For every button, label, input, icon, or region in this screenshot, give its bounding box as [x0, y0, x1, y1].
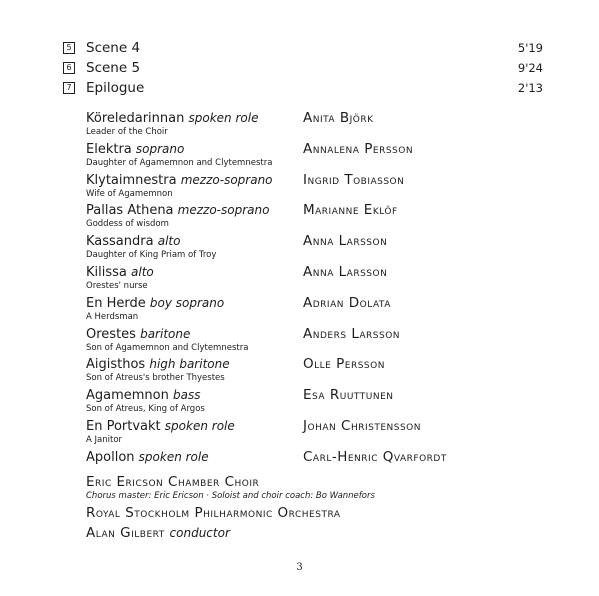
voice-type: spoken role [188, 111, 259, 125]
role-description: A Herdsman [86, 311, 139, 322]
role-description: Son of Atreus's brother Thyestes [86, 373, 225, 384]
role-description: A Janitor [86, 434, 123, 445]
track-item [63, 39, 543, 59]
singer-name: Adrian Dolata [303, 294, 391, 311]
cast-row [86, 387, 506, 418]
orchestra-block [86, 505, 526, 522]
singer-name: Annalena Persson [303, 140, 414, 157]
singer-name: Anita Björk [303, 110, 374, 126]
role-line [86, 264, 154, 281]
conductor-block [86, 525, 526, 542]
track-number: 6 [63, 62, 75, 74]
choir-name: Eric Ericson Chamber Choir [86, 474, 260, 490]
voice-type: spoken role [138, 449, 209, 464]
cast-row [86, 295, 506, 326]
singer-name: Johan Christensson [303, 417, 421, 434]
track-number: 7 [63, 82, 75, 94]
role-line [86, 295, 224, 312]
role-line [86, 418, 235, 435]
role-name: En Portvakt [86, 418, 161, 434]
voice-type: alto [157, 234, 181, 249]
role-name: Pallas Athena [86, 203, 174, 219]
track-duration: 9'24 [517, 61, 543, 75]
role-description: Daughter of King Priam of Troy [86, 250, 217, 261]
choir-credits: Chorus master: Eric Ericson · Soloist and choir coach: Bo Wannefors [86, 491, 375, 501]
track-item [63, 79, 543, 99]
role-line [86, 172, 273, 189]
role-description: Leader of the Choir [86, 127, 168, 137]
conductor-line [86, 525, 526, 542]
singer-name: Esa Ruuttunen [303, 387, 394, 404]
conductor-name: Alan Gilbert [86, 525, 165, 541]
singer-name: Olle Persson [303, 356, 385, 373]
voice-type: mezzo-soprano [177, 203, 270, 218]
role-name: Klytaimnestra [86, 172, 177, 188]
role-name: Kassandra [86, 234, 154, 250]
singer-name: Carl-Henric Qvarfordt [303, 448, 447, 465]
role-description: Goddess of wisdom [86, 219, 169, 230]
voice-type: spoken role [164, 418, 235, 433]
voice-type: bass [173, 388, 201, 403]
conductor-role: conductor [169, 526, 230, 540]
singer-name: Marianne Eklöf [303, 202, 398, 219]
cast-row [86, 141, 506, 172]
orchestra-name: Royal Stockholm Philharmonic Orchestra [86, 505, 341, 521]
singer-name: Anna Larsson [303, 233, 388, 250]
voice-type: mezzo-soprano [180, 172, 273, 187]
role-description: Son of Agamemnon and Clytemnestra [86, 342, 249, 353]
singer-name: Anders Larsson [303, 325, 401, 342]
role-line [86, 449, 209, 466]
role-line [86, 202, 269, 219]
cast-row [86, 356, 506, 387]
cast-list [86, 110, 506, 480]
choir-block [86, 474, 526, 502]
voice-type: high baritone [149, 357, 230, 372]
track-duration: 2'13 [517, 81, 543, 95]
role-description: Wife of Agamemnon [86, 188, 173, 199]
track-item [63, 59, 543, 79]
role-name: Aigisthos [86, 357, 146, 373]
role-name: Apollon [86, 449, 135, 465]
role-name: Elektra [86, 141, 132, 157]
track-title: Scene 5 [86, 60, 141, 76]
voice-type: alto [131, 264, 154, 279]
role-name: Köreledarinnan [86, 111, 185, 126]
cast-row [86, 418, 506, 449]
singer-name: Ingrid Tobiasson [303, 171, 405, 188]
role-line [86, 387, 201, 404]
ensembles-section [86, 474, 526, 545]
role-description: Orestes' nurse [86, 280, 148, 291]
role-line [86, 110, 258, 127]
cast-row [86, 326, 506, 357]
cast-row [86, 110, 506, 141]
cast-row [86, 264, 506, 295]
cast-row [86, 172, 506, 203]
role-name: En Herde [86, 295, 146, 311]
role-name: Orestes [86, 326, 136, 342]
role-description: Daughter of Agamemnon and Clytemnestra [86, 157, 273, 168]
role-line [86, 356, 230, 373]
track-list [63, 39, 543, 99]
page-number: 3 [296, 562, 303, 573]
cast-row [86, 202, 506, 233]
track-number: 5 [63, 42, 75, 54]
role-line [86, 326, 190, 343]
role-line [86, 233, 180, 250]
track-duration: 5'19 [517, 41, 543, 55]
voice-type: soprano [135, 141, 185, 156]
track-title: Epilogue [86, 80, 145, 96]
role-name: Kilissa [86, 264, 127, 280]
role-name: Agamemnon [86, 388, 169, 404]
voice-type: baritone [140, 326, 191, 341]
track-title: Scene 4 [86, 40, 141, 56]
voice-type: boy soprano [149, 295, 225, 310]
cast-row [86, 233, 506, 264]
role-description: Son of Atreus, King of Argos [86, 404, 205, 415]
singer-name: Anna Larsson [303, 263, 388, 280]
role-line [86, 141, 184, 158]
